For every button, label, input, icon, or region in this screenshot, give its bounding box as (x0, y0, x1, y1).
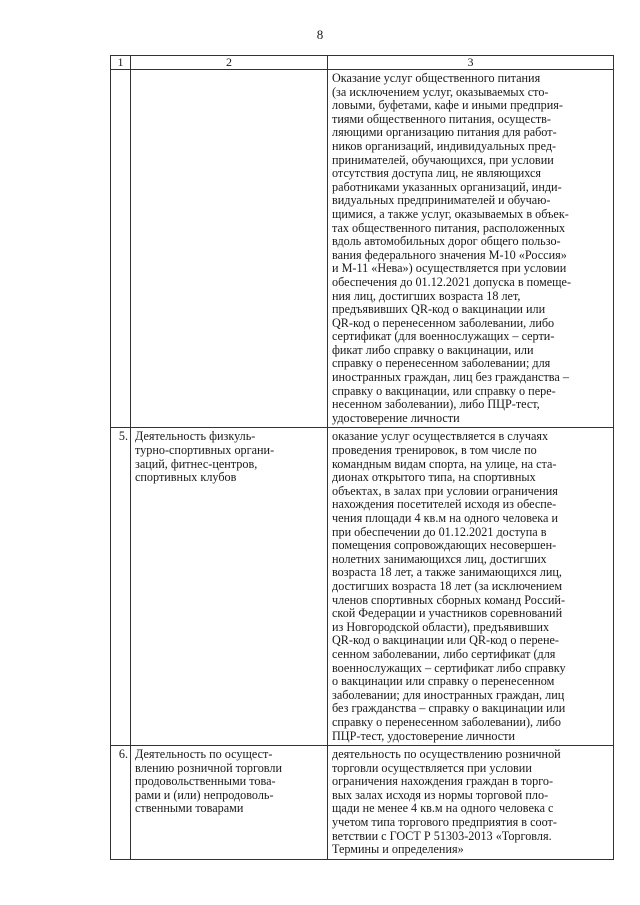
activity-cell: Деятельность по осущест- влению розничной торговли продовольственными това- рами и (или) непродоволь- ственными товарами (131, 746, 328, 860)
column-header-1: 1 (111, 56, 131, 70)
measures-table (110, 55, 614, 860)
page-number: 8 (316, 27, 324, 42)
table-header-row (111, 56, 614, 70)
table-row (111, 428, 614, 746)
conditions-cell: оказание услуг осуществляется в случаях проведения тренировок, в том числе по командным видам спорта, на улице, на ста- дионах открытого типа, на спортивных объектах, в залах при условии ограничения нахождения посетителей исходя из обеспе- чения площади 4 кв.м на одного человека и при обеспечении до 01.12.2021 доступа в помещения сопровождающих несовершен- нолетних занимающихся лиц, достигших возраста 18 лет, а также занимающихся лиц, достигших возраста 18 лет (за исключением членов спортивных сборных команд Россий- ской Федерации и участников соревнований из Новгородской области), предъявивших QR-код о вакцинации или QR-код о перене- сенном заболевании, либо сертификат (для военнослужащих – сертификат либо справку о вакцинации или справку о перенесенном заболевании; для иностранных граждан, лиц без гражданства – справку о вакцинации или справку о перенесенном заболевании), либо ПЦР-тест, удостоверение личности (328, 428, 614, 746)
column-header-3: 3 (328, 56, 614, 70)
conditions-cell: деятельность по осуществлению розничной торговли осуществляется при условии ограничения нахождения граждан в торго- вых залах исходя из нормы торговой пло- щади не менее 4 кв.м на одного человека с учетом типа торгового предприятия в соот- ветствии с ГОСТ Р 51303-2013 «Торговля. Термины и определения» (328, 746, 614, 860)
activity-cell (131, 70, 328, 428)
conditions-cell: Оказание услуг общественного питания (за исключением услуг, оказываемых сто- ловыми, буфетами, кафе и иными предприя- тиями общественного питания, осуществ- ляющими организацию питания для работ- ников организаций, индивидуальных пред- принимателей, обучающихся, при условии отсутствия доступа лиц, не являющихся работниками указанных организаций, инди- видуальных предпринимателей и обучаю- щимися, а также услуг, оказываемых в объек- тах общественного питания, расположенных вдоль автомобильных дорог общего пользо- вания федерального значения М-10 «Россия» и М-11 «Нева») осуществляется при условии обеспечения до 01.12.2021 допуска в помеще- ния лиц, достигших возраста 18 лет, предъявивших QR-код о вакцинации или QR-код о перенесенном заболевании, либо сертификат (для военнослужащих – серти- фикат либо справку о вакцинации, или справку о перенесенном заболевании; для иностранных граждан, лиц без гражданства – справку о вакцинации, или справку о пере- несенном заболевании), либо ПЦР-тест, удостоверение личности (328, 70, 614, 428)
row-number: 6. (111, 746, 131, 860)
row-number: 5. (111, 428, 131, 746)
column-header-2: 2 (131, 56, 328, 70)
table-row (111, 70, 614, 428)
activity-cell: Деятельность физкуль- турно-спортивных органи- заций, фитнес-центров, спортивных клубов (131, 428, 328, 746)
table-row (111, 746, 614, 860)
row-number (111, 70, 131, 428)
